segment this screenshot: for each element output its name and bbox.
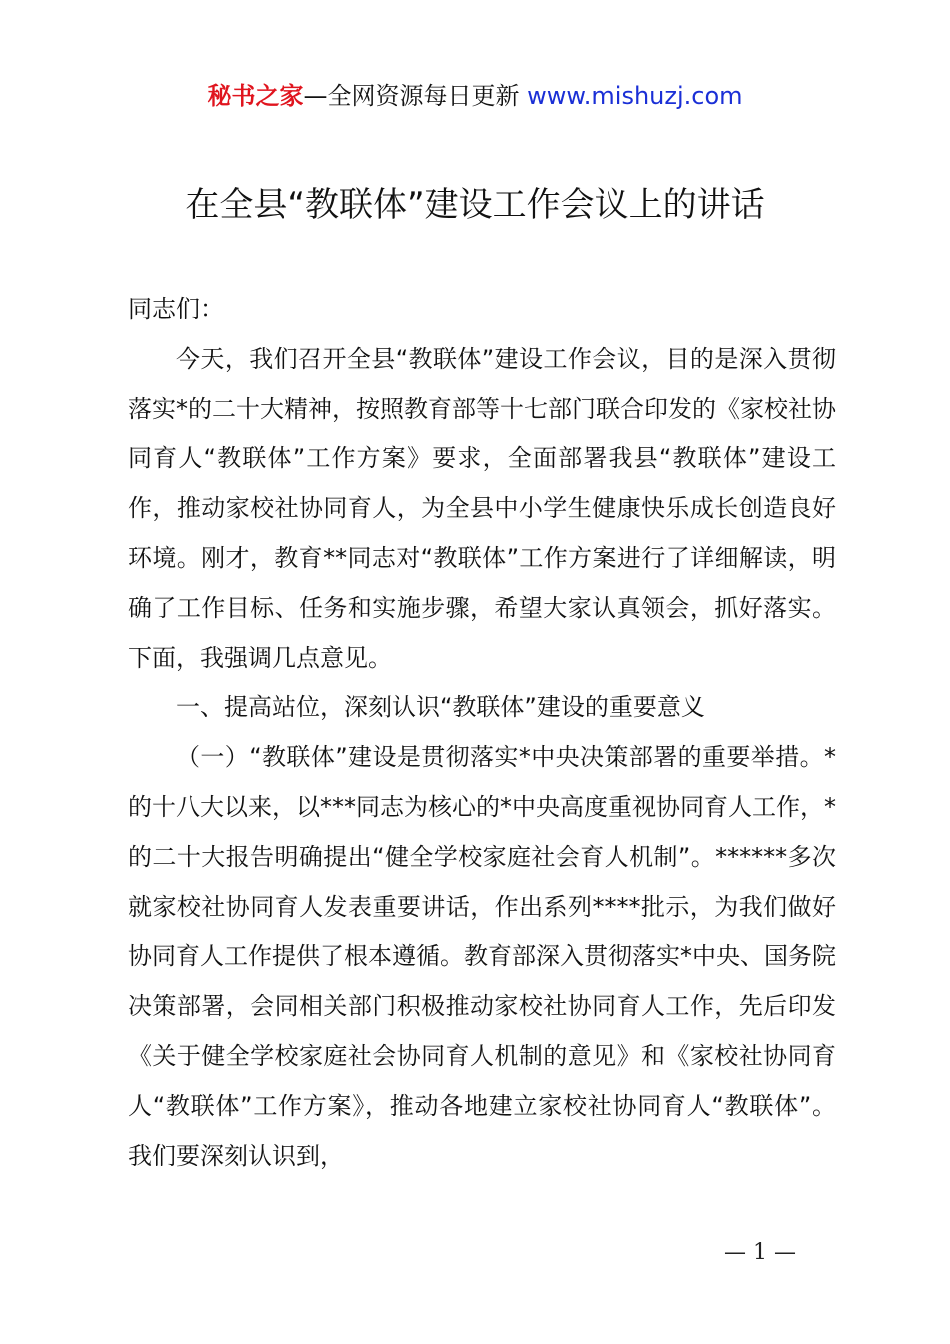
page-number: — 1 — bbox=[724, 1240, 796, 1265]
site-header bbox=[0, 80, 950, 112]
brand-name: 秘书之家 bbox=[207, 82, 304, 110]
header-tagline: —全网资源每日更新 bbox=[303, 82, 520, 110]
section-heading-1: 一、提高站位，深刻认识“教联体”建设的重要意义 bbox=[176, 693, 705, 722]
document-body bbox=[128, 285, 836, 1181]
paragraph-intro: 今天，我们召开全县“教联体”建设工作会议，目的是深入贯彻落实*的二十大精神，按照教育部等十七部门联合印发的《家校社协同育人“教联体”工作方案》要求，全面部署我县“教联体”建设工作，推动家校社协同育人，为全县中小学生健康快乐成长创造良好环境。刚才，教育**同志对“教联体”工作方案进行了详细解读，明确了工作目标、任务和实施步骤，希望大家认真领会，抓好落实。下面，我强调几点意见。 bbox=[128, 344, 836, 672]
document-title: 在全县“教联体”建设工作会议上的讲话 bbox=[185, 185, 765, 225]
site-url[interactable]: www.mishuzj.com bbox=[527, 82, 743, 110]
paragraph-subsection-1: （一）“教联体”建设是贯彻落实*中央决策部署的重要举措。*的十八大以来，以***同志为核心的*中央高度重视协同育人工作，*的二十大报告明确提出“健全学校家庭社会育人机制”。******多次就家校社协同育人发表重要讲话，作出系列****批示，为我们做好协同育人工作提供了根本遵循。教育部深入贯彻落实*中央、国务院决策部署，会同相关部门积极推动家校社协同育人工作，先后印发《关于健全学校家庭社会协同育人机制的意见》和《家校社协同育人“教联体”工作方案》，推动各地建立家校社协同育人“教联体”。我们要深刻认识到， bbox=[128, 743, 836, 1170]
salutation: 同志们： bbox=[128, 295, 224, 323]
